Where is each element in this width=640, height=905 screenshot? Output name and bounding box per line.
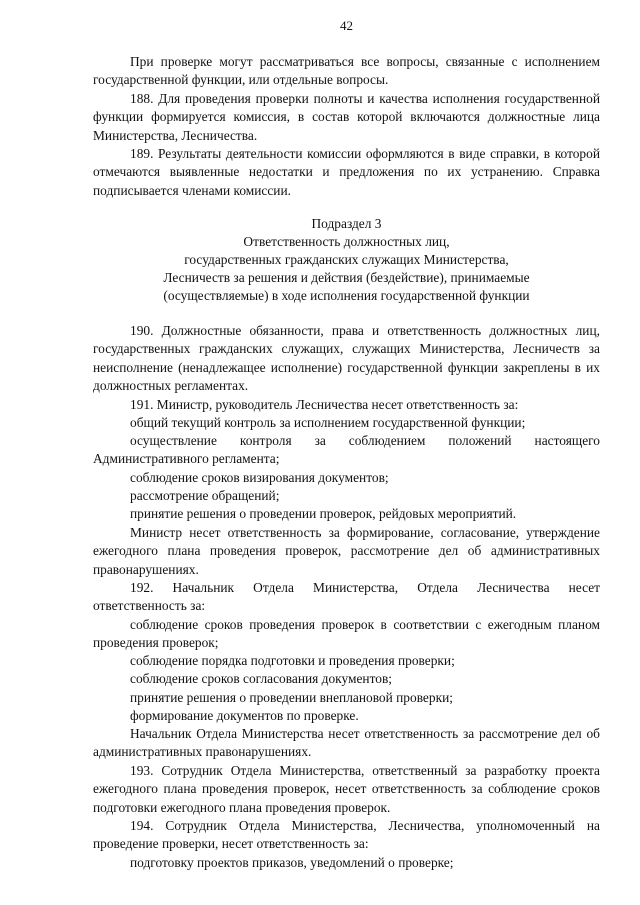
paragraph-head-of-department: Начальник Отдела Министерства несет ответственность за рассмотрение дел об административных правонарушениях. xyxy=(93,726,600,760)
list-item-191-5: принятие решения о проведении проверок, рейдовых мероприятий. xyxy=(130,506,517,521)
list-item-192-1: соблюдение сроков проведения проверок в соответствии с ежегодным планом проведения проверок; xyxy=(93,617,600,651)
paragraph-minister: Министр несет ответственность за формирование, согласование, утверждение ежегодного плана проведения проверок, рассмотрение дел об административных правонарушениях. xyxy=(93,525,600,577)
paragraph-192: 192. Начальник Отдела Министерства, Отдела Лесничества несет ответственность за: xyxy=(93,580,600,614)
list-item-192-5: формирование документов по проверке. xyxy=(130,708,359,723)
paragraph-189: 189. Результаты деятельности комиссии оформляются в виде справки, в которой отмечаются выявленные недостатки и предложения по их устранению. Справка подписывается членами комиссии. xyxy=(93,146,600,198)
page-number: 42 xyxy=(340,18,353,33)
subsection-label: Подраздел 3 xyxy=(311,216,382,231)
list-item-191-2: осуществление контроля за соблюдением положений настоящего Административного регламента; xyxy=(93,433,600,467)
subsection-title-line-1: Ответственность должностных лиц, xyxy=(243,234,450,249)
subsection-title-line-4: (осуществляемые) в ходе исполнения государственной функции xyxy=(163,288,530,303)
list-item-191-3: соблюдение сроков визирования документов; xyxy=(130,470,389,485)
paragraph-188: 188. Для проведения проверки полноты и качества исполнения государственной функции формируется комиссия, в состав которой включаются должностные лица Министерства, Лесничества. xyxy=(93,91,600,143)
paragraph-193: 193. Сотрудник Отдела Министерства, ответственный за разработку проекта ежегодного плана проведения проверок, несет ответственность за соблюдение сроков подготовки ежегодного плана проведения проверок. xyxy=(93,763,600,815)
list-item-192-3: соблюдение сроков согласования документов; xyxy=(130,671,393,686)
list-item-191-1: общий текущий контроль за исполнением государственной функции; xyxy=(130,415,526,430)
list-item-192-4: принятие решения о проведении внеплановой проверки; xyxy=(130,690,453,705)
paragraph-intro: При проверке могут рассматриваться все вопросы, связанные с исполнением государственной функции, или отдельные вопросы. xyxy=(93,54,600,88)
subsection-title-line-3: Лесничеств за решения и действия (бездействие), принимаемые xyxy=(163,270,530,285)
paragraph-190: 190. Должностные обязанности, права и ответственность должностных лиц, государственных гражданских служащих, служащих Министерства, Лесничеств за неисполнение (ненадлежащее исполнение) государственной функции закреплены в их должностных регламентах. xyxy=(93,323,600,394)
list-item-192-2: соблюдение порядка подготовки и проведения проверки; xyxy=(130,653,455,668)
paragraph-194: 194. Сотрудник Отдела Министерства, Лесничества, уполномоченный на проведение проверки, несет ответственность за: xyxy=(93,818,600,852)
list-item-194-1: подготовку проектов приказов, уведомлений о проверке; xyxy=(130,855,454,870)
paragraph-191: 191. Министр, руководитель Лесничества несет ответственность за: xyxy=(130,397,519,412)
list-item-191-4: рассмотрение обращений; xyxy=(130,488,280,503)
subsection-title-line-2: государственных гражданских служащих Министерства, xyxy=(184,252,509,267)
